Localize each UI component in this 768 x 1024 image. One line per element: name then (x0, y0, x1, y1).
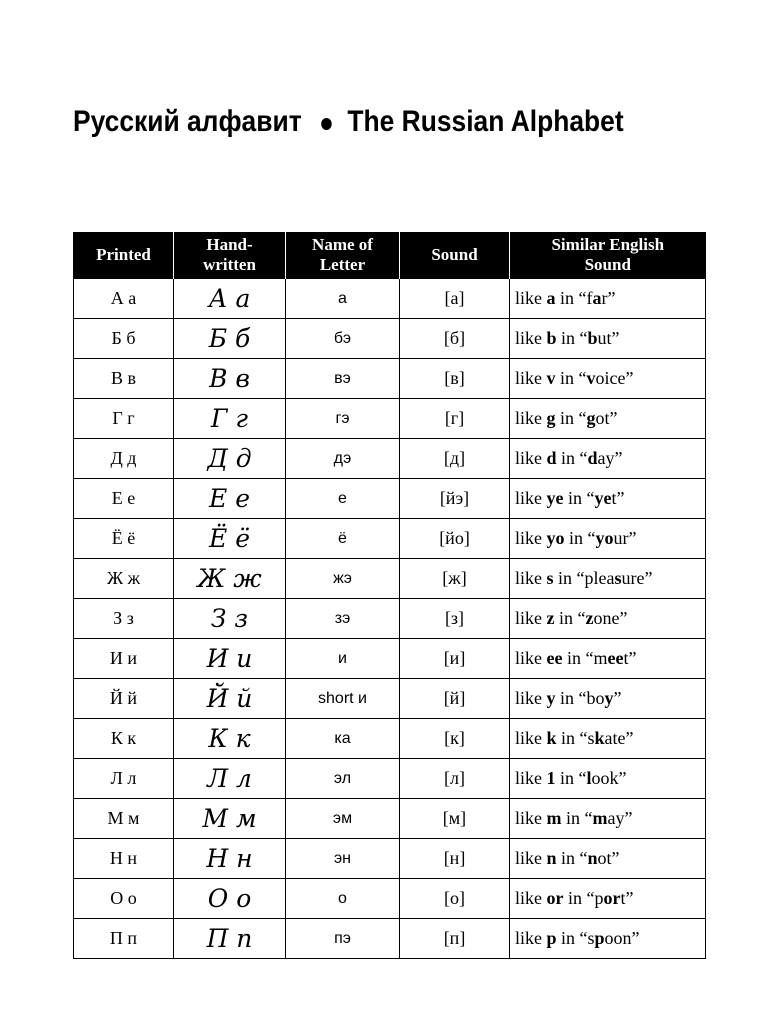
table-row (74, 479, 706, 519)
table-row (74, 559, 706, 599)
printed-cell: Е е (74, 479, 174, 519)
similar-sound-cell: like a in “far” (510, 279, 706, 319)
sound-cell: [о] (400, 879, 510, 919)
handwritten-cell: В в (174, 359, 286, 399)
printed-cell: П п (74, 919, 174, 959)
letter-name-cell: а (286, 279, 400, 319)
sound-cell: [к] (400, 719, 510, 759)
printed-cell: Д д (74, 439, 174, 479)
printed-cell: Н н (74, 839, 174, 879)
table-row (74, 279, 706, 319)
header-printed: Printed (74, 232, 174, 279)
letter-name-cell: о (286, 879, 400, 919)
table-row (74, 359, 706, 399)
letter-name-cell: бэ (286, 319, 400, 359)
letter-name-cell: жэ (286, 559, 400, 599)
printed-cell: О о (74, 879, 174, 919)
printed-cell: Г г (74, 399, 174, 439)
handwritten-cell: Е е (174, 479, 286, 519)
table-row (74, 679, 706, 719)
letter-name-cell: пэ (286, 919, 400, 959)
sound-cell: [з] (400, 599, 510, 639)
header-similar-english-sound: Similar English Sound (510, 232, 706, 279)
sound-cell: [ж] (400, 559, 510, 599)
similar-sound-cell: like n in “not” (510, 839, 706, 879)
handwritten-cell: Б б (174, 319, 286, 359)
sound-cell: [д] (400, 439, 510, 479)
printed-cell: Б б (74, 319, 174, 359)
table-row (74, 319, 706, 359)
similar-sound-cell: like b in “but” (510, 319, 706, 359)
handwritten-cell: Ж ж (174, 559, 286, 599)
printed-cell: З з (74, 599, 174, 639)
similar-sound-cell: like d in “day” (510, 439, 706, 479)
handwritten-cell: Д д (174, 439, 286, 479)
sound-cell: [г] (400, 399, 510, 439)
handwritten-cell: Н н (174, 839, 286, 879)
handwritten-cell: М м (174, 799, 286, 839)
letter-name-cell: и (286, 639, 400, 679)
printed-cell: А а (74, 279, 174, 319)
similar-sound-cell: like ee in “meet” (510, 639, 706, 679)
sound-cell: [м] (400, 799, 510, 839)
letter-name-cell: зэ (286, 599, 400, 639)
letter-name-cell: ё (286, 519, 400, 559)
sound-cell: [п] (400, 919, 510, 959)
handwritten-cell: К к (174, 719, 286, 759)
printed-cell: К к (74, 719, 174, 759)
handwritten-cell: Г г (174, 399, 286, 439)
header-sound: Sound (400, 232, 510, 279)
handwritten-cell: П п (174, 919, 286, 959)
letter-name-cell: ка (286, 719, 400, 759)
similar-sound-cell: like v in “voice” (510, 359, 706, 399)
printed-cell: Л л (74, 759, 174, 799)
table-row (74, 839, 706, 879)
handwritten-cell: А а (174, 279, 286, 319)
handwritten-cell: Ё ё (174, 519, 286, 559)
handwritten-cell: Л л (174, 759, 286, 799)
handwritten-cell: И и (174, 639, 286, 679)
sound-cell: [й] (400, 679, 510, 719)
page-title (73, 100, 636, 144)
table-row (74, 399, 706, 439)
printed-cell: В в (74, 359, 174, 399)
handwritten-cell: Й й (174, 679, 286, 719)
similar-sound-cell: like g in “got” (510, 399, 706, 439)
letter-name-cell: short и (286, 679, 400, 719)
table-row (74, 639, 706, 679)
similar-sound-cell: like s in “pleasure” (510, 559, 706, 599)
table-row (74, 599, 706, 639)
similar-sound-cell: like 1 in “look” (510, 759, 706, 799)
table-row (74, 799, 706, 839)
sound-cell: [а] (400, 279, 510, 319)
handwritten-cell: З з (174, 599, 286, 639)
title-bullet (321, 118, 332, 130)
printed-cell: Ж ж (74, 559, 174, 599)
table-row (74, 919, 706, 959)
sound-cell: [йо] (400, 519, 510, 559)
table-row (74, 719, 706, 759)
letter-name-cell: эл (286, 759, 400, 799)
similar-sound-cell: like ye in “yet” (510, 479, 706, 519)
sound-cell: [йэ] (400, 479, 510, 519)
handwritten-cell: О о (174, 879, 286, 919)
similar-sound-cell: like yo in “your” (510, 519, 706, 559)
similar-sound-cell: like or in “port” (510, 879, 706, 919)
title-russian: Русский алфавит (73, 105, 302, 138)
table-header-row (74, 232, 706, 279)
letter-name-cell: гэ (286, 399, 400, 439)
table-row (74, 759, 706, 799)
table-row (74, 519, 706, 559)
sound-cell: [и] (400, 639, 510, 679)
sound-cell: [н] (400, 839, 510, 879)
letter-name-cell: эм (286, 799, 400, 839)
alphabet-table (73, 232, 706, 959)
letter-name-cell: дэ (286, 439, 400, 479)
similar-sound-cell: like k in “skate” (510, 719, 706, 759)
sound-cell: [в] (400, 359, 510, 399)
table-row (74, 439, 706, 479)
sound-cell: [л] (400, 759, 510, 799)
printed-cell: И и (74, 639, 174, 679)
letter-name-cell: е (286, 479, 400, 519)
table-row (74, 879, 706, 919)
sound-cell: [б] (400, 319, 510, 359)
header-handwritten: Hand- written (174, 232, 286, 279)
printed-cell: Й й (74, 679, 174, 719)
header-name-of-letter: Name of Letter (286, 232, 400, 279)
printed-cell: Ё ё (74, 519, 174, 559)
title-english: The Russian Alphabet (347, 105, 624, 138)
letter-name-cell: эн (286, 839, 400, 879)
similar-sound-cell: like p in “spoon” (510, 919, 706, 959)
letter-name-cell: вэ (286, 359, 400, 399)
printed-cell: М м (74, 799, 174, 839)
similar-sound-cell: like y in “boy” (510, 679, 706, 719)
similar-sound-cell: like m in “may” (510, 799, 706, 839)
similar-sound-cell: like z in “zone” (510, 599, 706, 639)
